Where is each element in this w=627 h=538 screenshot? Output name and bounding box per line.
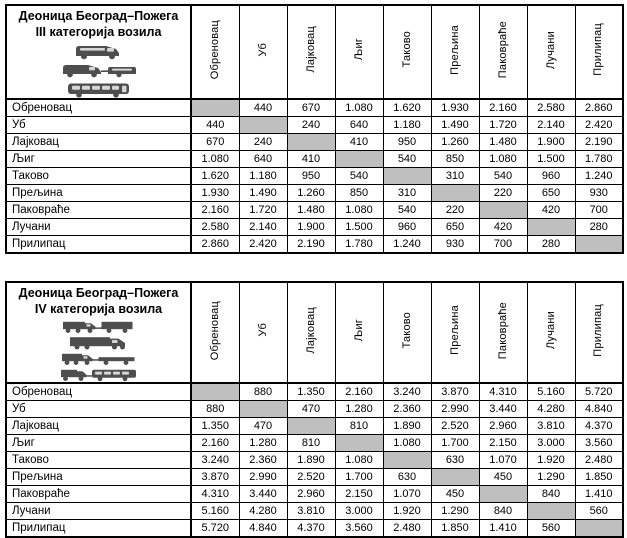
row-header: Љиг [6, 435, 191, 452]
column-header-5 [383, 5, 431, 99]
toll-value-cell: 1.780 [335, 236, 383, 254]
toll-value-cell: 3.440 [479, 401, 527, 418]
toll-value-cell: 2.960 [287, 486, 335, 503]
table-header-corner [6, 5, 191, 99]
row-header: Обреновац [6, 383, 191, 401]
toll-value-cell: 1.480 [479, 134, 527, 151]
column-header-6 [431, 282, 479, 383]
toll-value-cell: 3.560 [575, 435, 623, 452]
row-header: Паковраће [6, 486, 191, 503]
toll-value-cell: 1.290 [527, 469, 575, 486]
toll-value-cell: 310 [383, 185, 431, 202]
toll-value-cell: 950 [287, 168, 335, 185]
toll-value-cell: 960 [527, 168, 575, 185]
toll-value-cell: 2.150 [335, 486, 383, 503]
heavy-truck-icon [68, 335, 130, 350]
toll-value-cell: 540 [335, 168, 383, 185]
toll-value-cell: 810 [335, 418, 383, 435]
toll-value-cell: 670 [191, 134, 239, 151]
column-header-label: Прељина [448, 24, 461, 75]
toll-value-cell: 2.990 [431, 401, 479, 418]
toll-value-cell: 1.260 [287, 185, 335, 202]
table-row [6, 486, 623, 503]
toll-value-cell: 1.620 [191, 168, 239, 185]
column-header-label: Обреновац [208, 20, 221, 80]
column-header-label: Љиг [352, 38, 365, 61]
truck-with-long-trailer-icon [59, 367, 139, 382]
toll-value-cell: 420 [479, 219, 527, 236]
diagonal-cell [479, 486, 527, 503]
table-row [6, 99, 623, 117]
toll-value-cell: 240 [239, 134, 287, 151]
diagonal-cell [575, 520, 623, 538]
toll-value-cell: 3.810 [287, 503, 335, 520]
toll-value-cell: 1.070 [479, 452, 527, 469]
table-row [6, 219, 623, 236]
toll-value-cell: 950 [383, 134, 431, 151]
toll-value-cell: 1.240 [575, 168, 623, 185]
table-row [6, 520, 623, 538]
toll-value-cell: 1.620 [383, 99, 431, 117]
table-row [6, 418, 623, 435]
toll-value-cell: 1.490 [239, 185, 287, 202]
toll-value-cell: 540 [383, 151, 431, 168]
toll-value-cell: 1.080 [479, 151, 527, 168]
toll-value-cell: 650 [431, 219, 479, 236]
toll-value-cell: 2.480 [575, 452, 623, 469]
row-header: Паковраће [6, 202, 191, 219]
toll-matrix-table [5, 281, 624, 538]
row-header: Лучани [6, 219, 191, 236]
toll-table-category-3 [5, 4, 622, 254]
toll-value-cell: 410 [335, 134, 383, 151]
toll-value-cell: 3.240 [191, 452, 239, 469]
table-row [6, 469, 623, 486]
toll-value-cell: 1.350 [191, 418, 239, 435]
diagonal-cell [239, 401, 287, 418]
toll-value-cell: 2.520 [431, 418, 479, 435]
toll-value-cell: 850 [431, 151, 479, 168]
diagonal-cell [479, 202, 527, 219]
toll-value-cell: 4.280 [239, 503, 287, 520]
row-header: Уб [6, 401, 191, 418]
column-header-label: Уб [256, 323, 269, 337]
column-header-8 [527, 5, 575, 99]
toll-value-cell: 3.000 [527, 435, 575, 452]
column-header-9 [575, 282, 623, 383]
diagonal-cell [335, 435, 383, 452]
toll-value-cell: 1.890 [383, 418, 431, 435]
column-header-2 [239, 282, 287, 383]
bus-icon [66, 80, 132, 98]
toll-value-cell: 2.990 [239, 469, 287, 486]
toll-value-cell: 1.720 [479, 117, 527, 134]
diagonal-cell [191, 99, 239, 117]
diagonal-cell [383, 452, 431, 469]
column-header-8 [527, 282, 575, 383]
row-header: Лајковац [6, 134, 191, 151]
toll-value-cell: 1.900 [527, 134, 575, 151]
toll-value-cell: 2.360 [239, 452, 287, 469]
table-row [6, 185, 623, 202]
vehicle-icons [7, 319, 190, 382]
column-header-9 [575, 5, 623, 99]
toll-value-cell: 630 [431, 452, 479, 469]
diagonal-cell [335, 151, 383, 168]
table-row [6, 401, 623, 418]
toll-value-cell: 1.930 [191, 185, 239, 202]
toll-value-cell: 2.140 [239, 219, 287, 236]
toll-value-cell: 2.420 [575, 117, 623, 134]
toll-value-cell: 1.700 [431, 435, 479, 452]
diagonal-cell [239, 117, 287, 134]
column-header-4 [335, 5, 383, 99]
toll-value-cell: 3.810 [527, 418, 575, 435]
column-header-label: Паковраће [496, 21, 509, 79]
table-row [6, 236, 623, 254]
toll-value-cell: 4.840 [575, 401, 623, 418]
column-header-7 [479, 282, 527, 383]
toll-value-cell: 1.080 [335, 452, 383, 469]
column-header-label: Лајковац [304, 26, 317, 73]
toll-value-cell: 2.360 [383, 401, 431, 418]
toll-value-cell: 420 [527, 202, 575, 219]
toll-value-cell: 2.860 [191, 236, 239, 254]
toll-value-cell: 840 [479, 503, 527, 520]
toll-value-cell: 1.180 [383, 117, 431, 134]
table-row [6, 383, 623, 401]
column-header-label: Паковраће [496, 301, 509, 359]
column-header-label: Прилипац [592, 303, 605, 357]
toll-value-cell: 4.280 [527, 401, 575, 418]
row-header: Љиг [6, 151, 191, 168]
toll-value-cell: 410 [287, 151, 335, 168]
toll-value-cell: 840 [527, 486, 575, 503]
table-row [6, 168, 623, 185]
toll-value-cell: 850 [335, 185, 383, 202]
toll-value-cell: 450 [479, 469, 527, 486]
diagonal-cell [383, 168, 431, 185]
column-header-label: Таково [400, 311, 413, 349]
column-header-label: Лучани [544, 30, 557, 69]
column-header-2 [239, 5, 287, 99]
toll-value-cell: 470 [287, 401, 335, 418]
table-row [6, 117, 623, 134]
column-header-1 [191, 282, 239, 383]
toll-value-cell: 1.080 [383, 435, 431, 452]
toll-value-cell: 1.850 [575, 469, 623, 486]
toll-value-cell: 640 [335, 117, 383, 134]
toll-value-cell: 930 [575, 185, 623, 202]
toll-value-cell: 2.160 [191, 202, 239, 219]
toll-value-cell: 700 [479, 236, 527, 254]
diagonal-cell [431, 185, 479, 202]
toll-value-cell: 1.920 [383, 503, 431, 520]
column-header-3 [287, 5, 335, 99]
table-row [6, 452, 623, 469]
toll-value-cell: 2.150 [479, 435, 527, 452]
toll-value-cell: 2.160 [479, 99, 527, 117]
toll-table-category-4 [5, 281, 622, 538]
van-with-trailer-icon [60, 61, 138, 79]
toll-value-cell: 310 [431, 168, 479, 185]
toll-value-cell: 4.310 [191, 486, 239, 503]
vehicle-icons [7, 42, 190, 98]
toll-value-cell: 1.900 [287, 219, 335, 236]
toll-value-cell: 560 [575, 503, 623, 520]
table-title-line-1: Деоница Београд–Пожега [18, 286, 179, 300]
toll-value-cell: 2.190 [287, 236, 335, 254]
table-title-line-1: Деоница Београд–Пожега [18, 9, 179, 23]
toll-value-cell: 5.720 [575, 383, 623, 401]
column-header-label: Таково [400, 31, 413, 68]
toll-value-cell: 1.350 [287, 383, 335, 401]
toll-value-cell: 220 [431, 202, 479, 219]
toll-value-cell: 560 [527, 520, 575, 538]
toll-value-cell: 1.180 [239, 168, 287, 185]
column-header-3 [287, 282, 335, 383]
toll-value-cell: 240 [287, 117, 335, 134]
row-header: Лајковац [6, 418, 191, 435]
toll-value-cell: 880 [191, 401, 239, 418]
toll-value-cell: 2.140 [527, 117, 575, 134]
toll-value-cell: 1.260 [431, 134, 479, 151]
toll-value-cell: 1.920 [527, 452, 575, 469]
toll-value-cell: 930 [431, 236, 479, 254]
column-header-5 [383, 282, 431, 383]
toll-value-cell: 2.520 [287, 469, 335, 486]
diagonal-cell [287, 418, 335, 435]
table-title-line-2: IV категорија возила [34, 301, 163, 316]
toll-value-cell: 280 [575, 219, 623, 236]
toll-value-cell: 1.930 [431, 99, 479, 117]
toll-value-cell: 3.000 [335, 503, 383, 520]
toll-value-cell: 630 [383, 469, 431, 486]
toll-value-cell: 880 [239, 383, 287, 401]
toll-value-cell: 1.890 [287, 452, 335, 469]
toll-value-cell: 1.410 [479, 520, 527, 538]
toll-value-cell: 4.370 [287, 520, 335, 538]
toll-value-cell: 1.070 [383, 486, 431, 503]
toll-value-cell: 2.190 [575, 134, 623, 151]
toll-value-cell: 2.160 [335, 383, 383, 401]
column-header-1 [191, 5, 239, 99]
row-header: Уб [6, 117, 191, 134]
row-header: Прељина [6, 185, 191, 202]
toll-value-cell: 1.490 [431, 117, 479, 134]
toll-value-cell: 2.960 [479, 418, 527, 435]
toll-value-cell: 540 [383, 202, 431, 219]
toll-value-cell: 1.080 [335, 202, 383, 219]
truck-with-flatbed-trailer-icon [60, 351, 138, 366]
diagonal-cell [527, 219, 575, 236]
toll-value-cell: 4.840 [239, 520, 287, 538]
column-header-label: Лучани [544, 311, 557, 350]
table-row [6, 503, 623, 520]
toll-value-cell: 2.860 [575, 99, 623, 117]
toll-value-cell: 1.240 [383, 236, 431, 254]
row-header: Обреновац [6, 99, 191, 117]
column-header-label: Љиг [352, 318, 365, 342]
toll-value-cell: 440 [191, 117, 239, 134]
row-header: Прилипац [6, 236, 191, 254]
toll-value-cell: 1.080 [191, 151, 239, 168]
column-header-4 [335, 282, 383, 383]
toll-value-cell: 2.580 [191, 219, 239, 236]
toll-value-cell: 670 [287, 99, 335, 117]
toll-matrix-table [5, 4, 624, 254]
column-header-label: Обреновац [208, 300, 221, 360]
toll-value-cell: 2.420 [239, 236, 287, 254]
column-header-label: Лајковац [304, 306, 317, 354]
toll-value-cell: 4.370 [575, 418, 623, 435]
toll-value-cell: 640 [239, 151, 287, 168]
toll-value-cell: 1.410 [575, 486, 623, 503]
column-header-label: Прељина [448, 305, 461, 356]
toll-value-cell: 450 [431, 486, 479, 503]
toll-value-cell: 1.700 [335, 469, 383, 486]
toll-value-cell: 700 [575, 202, 623, 219]
row-header: Прилипац [6, 520, 191, 538]
toll-value-cell: 960 [383, 219, 431, 236]
table-title-line-2: III категорија возила [35, 24, 162, 39]
row-header: Лучани [6, 503, 191, 520]
column-header-7 [479, 5, 527, 99]
diagonal-cell [527, 503, 575, 520]
column-header-6 [431, 5, 479, 99]
table-row [6, 435, 623, 452]
toll-value-cell: 1.080 [335, 99, 383, 117]
row-header: Таково [6, 168, 191, 185]
toll-value-cell: 1.780 [575, 151, 623, 168]
toll-value-cell: 1.290 [431, 503, 479, 520]
toll-value-cell: 3.240 [383, 383, 431, 401]
truck-with-trailer-icon [61, 319, 137, 334]
toll-value-cell: 1.280 [239, 435, 287, 452]
column-header-label: Прилипац [592, 23, 605, 76]
toll-value-cell: 3.560 [335, 520, 383, 538]
toll-value-cell: 540 [479, 168, 527, 185]
toll-value-cell: 1.280 [335, 401, 383, 418]
row-header: Прељина [6, 469, 191, 486]
row-header: Таково [6, 452, 191, 469]
toll-value-cell: 470 [239, 418, 287, 435]
toll-value-cell: 1.480 [287, 202, 335, 219]
diagonal-cell [431, 469, 479, 486]
table-header-corner [6, 282, 191, 383]
toll-value-cell: 5.160 [527, 383, 575, 401]
toll-value-cell: 5.720 [191, 520, 239, 538]
diagonal-cell [287, 134, 335, 151]
toll-value-cell: 2.580 [527, 99, 575, 117]
toll-value-cell: 220 [479, 185, 527, 202]
table-row [6, 151, 623, 168]
toll-value-cell: 810 [287, 435, 335, 452]
table-row [6, 134, 623, 151]
toll-value-cell: 280 [527, 236, 575, 254]
toll-value-cell: 1.500 [335, 219, 383, 236]
table-title [7, 9, 190, 40]
toll-value-cell: 5.160 [191, 503, 239, 520]
toll-value-cell: 650 [527, 185, 575, 202]
toll-value-cell: 1.500 [527, 151, 575, 168]
toll-value-cell: 3.440 [239, 486, 287, 503]
table-row [6, 202, 623, 219]
column-header-label: Уб [256, 42, 269, 57]
table-title [7, 286, 190, 317]
toll-value-cell: 1.720 [239, 202, 287, 219]
toll-value-cell: 2.480 [383, 520, 431, 538]
diagonal-cell [191, 383, 239, 401]
toll-value-cell: 440 [239, 99, 287, 117]
van-icon [73, 42, 125, 60]
toll-value-cell: 3.870 [431, 383, 479, 401]
toll-value-cell: 2.160 [191, 435, 239, 452]
toll-value-cell: 1.850 [431, 520, 479, 538]
toll-value-cell: 3.870 [191, 469, 239, 486]
diagonal-cell [575, 236, 623, 254]
toll-value-cell: 4.310 [479, 383, 527, 401]
